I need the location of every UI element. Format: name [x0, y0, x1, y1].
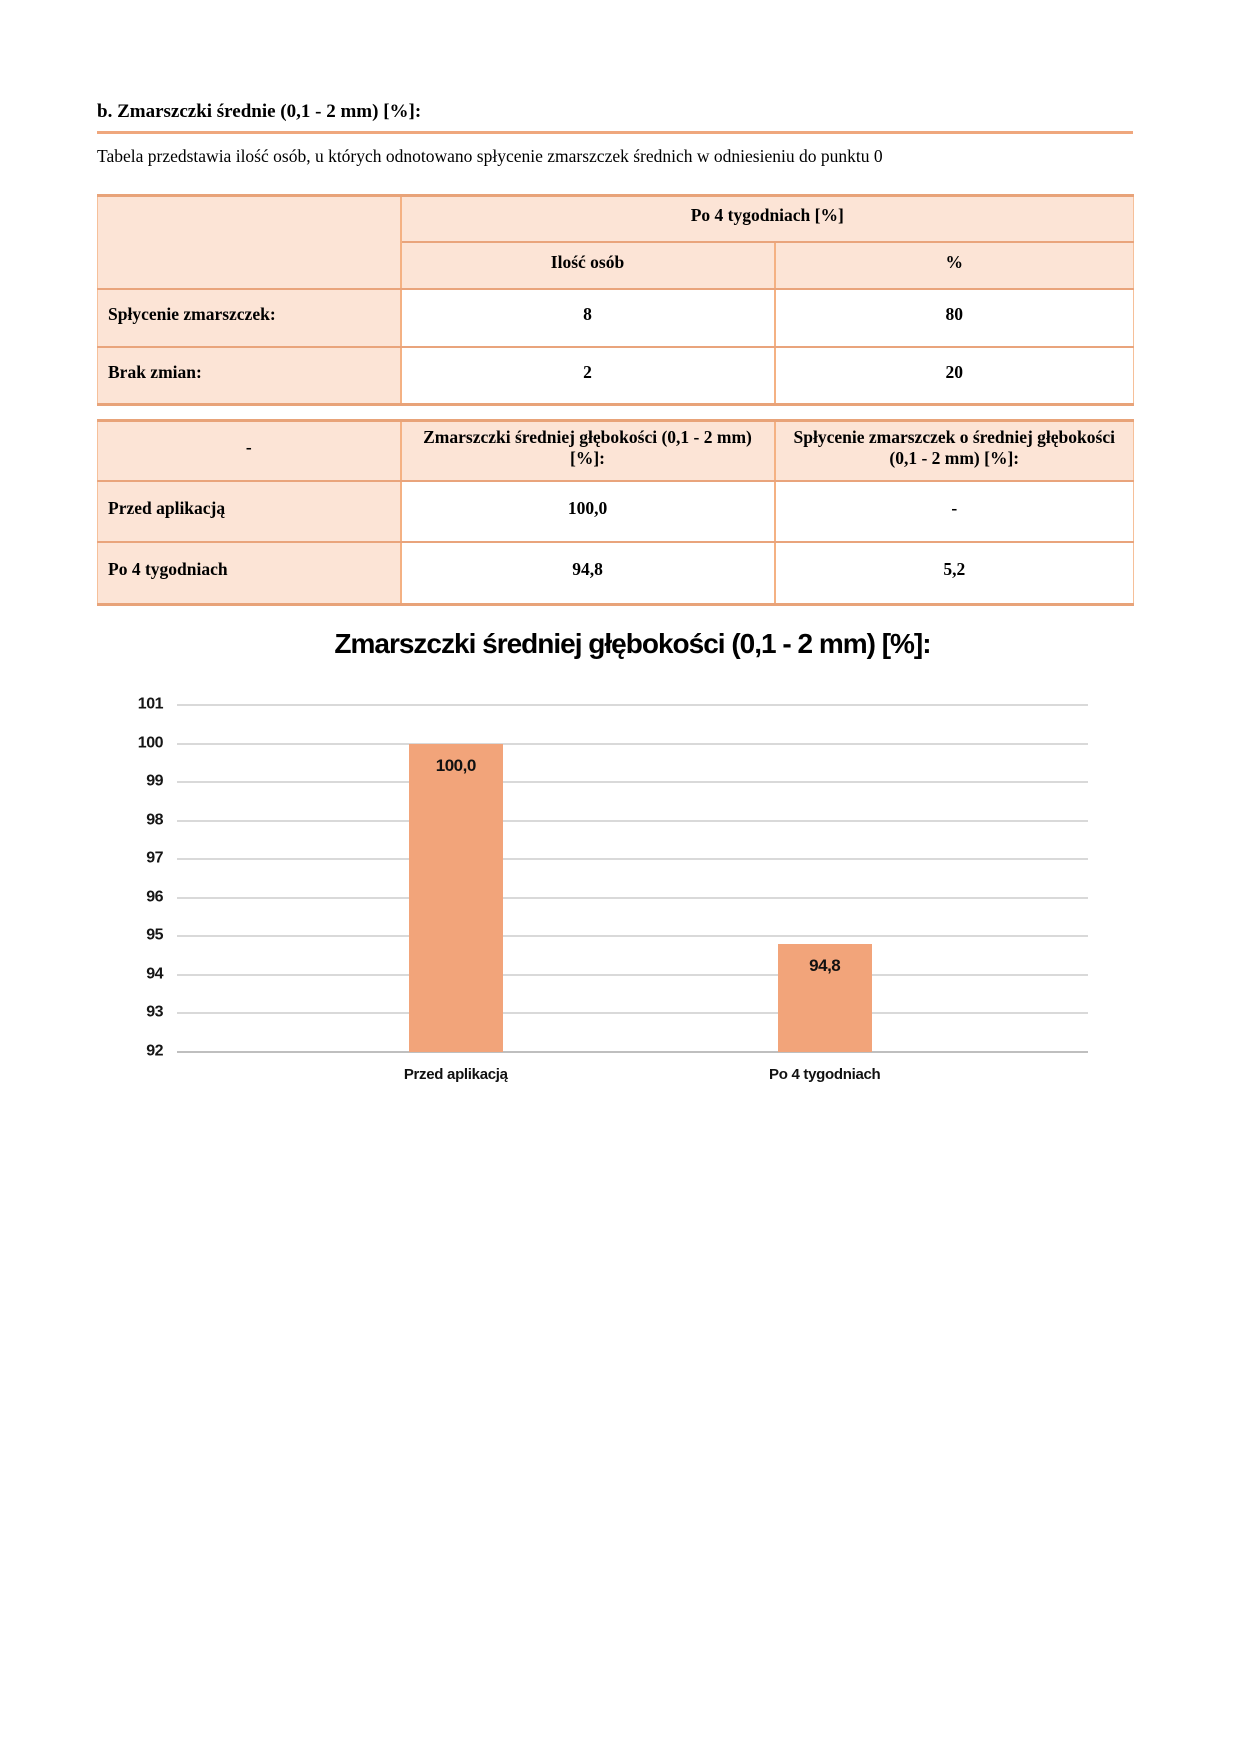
col-header-depth: Zmarszczki średniej głębokości (0,1 - 2 mm) [%]: — [401, 421, 775, 481]
bar-data-label: 94,8 — [809, 956, 841, 976]
chart-title: Zmarszczki średniej głębokości (0,1 - 2 mm) [%]: — [334, 628, 931, 659]
table-row — [98, 421, 1134, 481]
col-header-count: Ilość osób — [401, 242, 775, 289]
y-axis-tick-label: 98 — [146, 811, 163, 829]
x-axis-category-label: Przed aplikacją — [403, 1066, 508, 1083]
percent-value: 20 — [775, 347, 1134, 405]
percent-value: 80 — [775, 289, 1134, 347]
gridline — [177, 1012, 1088, 1014]
bar-chart — [97, 606, 1133, 1106]
table-row — [98, 542, 1134, 605]
count-value: 8 — [401, 289, 775, 347]
gridline — [177, 1051, 1088, 1053]
heading-rule — [97, 131, 1133, 134]
depth-value: 100,0 — [401, 481, 775, 542]
x-axis-category-label: Po 4 tygodniach — [769, 1066, 881, 1083]
depth-value: 94,8 — [401, 542, 775, 605]
gridline — [177, 820, 1088, 822]
gridline — [177, 743, 1088, 745]
gridline — [177, 897, 1088, 899]
gridline — [177, 704, 1088, 706]
results-table-percentages — [97, 419, 1134, 606]
bar-przed-aplikacja — [409, 744, 503, 1052]
table-row — [98, 289, 1134, 347]
spacer — [97, 406, 1133, 419]
gridline — [177, 974, 1088, 976]
gridline — [177, 935, 1088, 937]
table-row — [98, 481, 1134, 542]
y-axis-tick-label: 92 — [146, 1042, 163, 1060]
row-label: Brak zmian: — [98, 347, 401, 405]
row-label: Przed aplikacją — [98, 481, 401, 542]
col-header-dash: - — [98, 421, 401, 481]
page-heading: b. Zmarszczki średnie (0,1 - 2 mm) [%]: — [97, 101, 422, 122]
chart-plot — [137, 695, 1088, 1083]
y-axis-tick-label: 96 — [146, 888, 163, 906]
y-axis-tick-label: 100 — [137, 734, 163, 752]
y-axis-tick-label: 93 — [146, 1004, 163, 1022]
count-value: 2 — [401, 347, 775, 405]
reduction-value: - — [775, 481, 1134, 542]
y-axis-tick-label: 97 — [146, 849, 163, 867]
table-row — [98, 196, 1134, 242]
table-row — [98, 347, 1134, 405]
row-label: Spłycenie zmarszczek: — [98, 289, 401, 347]
row-label: Po 4 tygodniach — [98, 542, 401, 605]
col-header-percent: % — [775, 242, 1134, 289]
table-caption: Tabela przedstawia ilość osób, u których odnotowano spłycenie zmarszczek średnich w odniesieniu do punktu 0 — [97, 146, 883, 166]
gridline — [177, 781, 1088, 783]
group-header-cell: Po 4 tygodniach [%] — [401, 196, 1134, 242]
y-axis-tick-label: 101 — [137, 695, 163, 713]
y-axis-tick-label: 95 — [146, 926, 163, 944]
empty-corner-cell — [98, 196, 401, 289]
bar-po-4-tygodniach — [778, 944, 872, 1052]
y-axis-tick-label: 99 — [146, 772, 163, 790]
gridline — [177, 858, 1088, 860]
col-header-reduction: Spłycenie zmarszczek o średniej głębokości (0,1 - 2 mm) [%]: — [775, 421, 1134, 481]
reduction-value: 5,2 — [775, 542, 1134, 605]
results-table-counts — [97, 194, 1134, 406]
y-axis-tick-label: 94 — [146, 965, 163, 983]
bar-data-label: 100,0 — [435, 755, 476, 775]
